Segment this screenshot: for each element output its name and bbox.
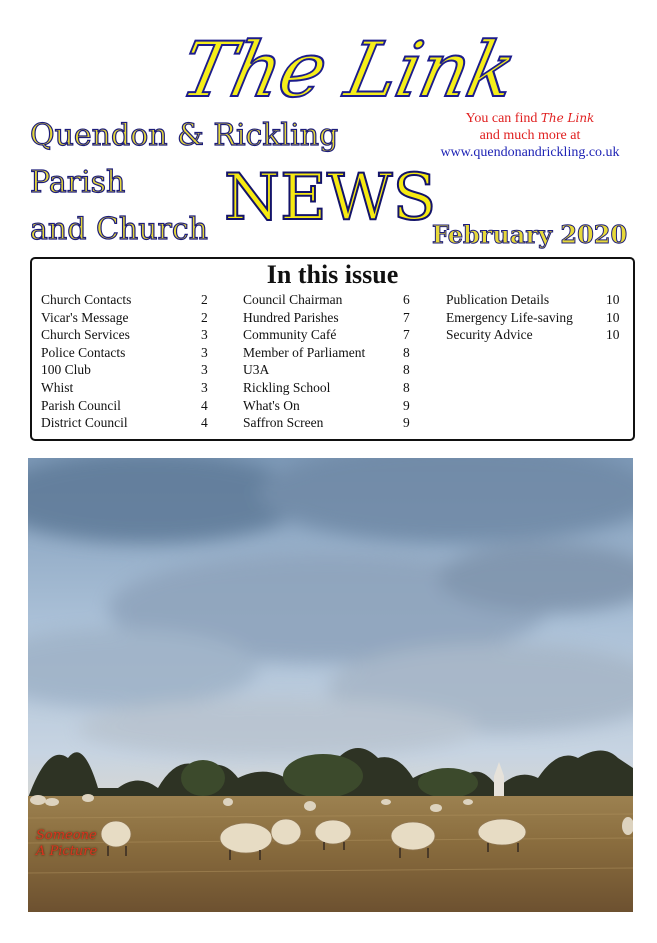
toc-title: 100 Club bbox=[41, 362, 91, 378]
toc-title: Vicar's Message bbox=[41, 309, 129, 325]
toc-page: 6 bbox=[403, 292, 410, 307]
toc-entry[interactable] bbox=[41, 361, 211, 379]
promo-brand: The Link bbox=[540, 111, 595, 125]
toc-entry[interactable] bbox=[41, 291, 211, 309]
toc-title: Church Contacts bbox=[41, 292, 132, 307]
cover-photo bbox=[28, 458, 633, 912]
issue-date: February 2020 bbox=[432, 220, 628, 249]
toc-entry[interactable] bbox=[243, 361, 418, 379]
toc-entry[interactable] bbox=[446, 291, 626, 309]
toc-page: 10 bbox=[606, 327, 620, 343]
toc-title: U3A bbox=[243, 362, 270, 378]
toc-page: 9 bbox=[403, 415, 410, 431]
promo-line-1 bbox=[425, 110, 635, 127]
promo-prefix: You can find bbox=[465, 111, 541, 126]
toc-title: Whist bbox=[41, 379, 74, 395]
toc-title: Emergency Life-saving bbox=[446, 309, 573, 325]
toc-entry[interactable] bbox=[41, 309, 211, 327]
toc-page: 9 bbox=[403, 397, 410, 413]
toc-page: 3 bbox=[201, 362, 208, 378]
toc-entry[interactable] bbox=[41, 326, 211, 344]
toc-page: 10 bbox=[606, 309, 620, 325]
toc-page: 8 bbox=[403, 362, 410, 378]
toc-entry[interactable] bbox=[243, 414, 418, 432]
toc-title: Member of Parliament bbox=[243, 344, 366, 360]
subtitle-line-3: and Church bbox=[30, 212, 209, 247]
toc-entry[interactable] bbox=[41, 414, 211, 432]
toc-page: 7 bbox=[403, 327, 410, 343]
toc-entry[interactable] bbox=[41, 379, 211, 397]
toc-entry[interactable] bbox=[243, 344, 418, 362]
contents-box bbox=[30, 257, 635, 441]
toc-title: Community Café bbox=[243, 327, 337, 343]
website-promo bbox=[425, 110, 635, 161]
toc-title: Saffron Screen bbox=[243, 415, 324, 431]
photo-credit bbox=[36, 828, 97, 860]
toc-page: 2 bbox=[201, 292, 208, 307]
toc-page: 7 bbox=[403, 309, 410, 325]
contents-heading: In this issue bbox=[266, 260, 399, 289]
news-heading: NEWS bbox=[224, 161, 437, 235]
toc-title: District Council bbox=[41, 415, 128, 431]
toc-page: 8 bbox=[403, 379, 410, 395]
toc-entry[interactable] bbox=[446, 309, 626, 327]
toc-page: 4 bbox=[201, 415, 208, 431]
promo-line-2: and much more at bbox=[479, 128, 581, 143]
toc-title: Rickling School bbox=[243, 379, 331, 395]
toc-title: Council Chairman bbox=[243, 292, 343, 307]
toc-page: 3 bbox=[201, 344, 208, 360]
toc-entry[interactable] bbox=[41, 397, 211, 415]
masthead-title: The Link bbox=[173, 25, 524, 114]
toc-page: 10 bbox=[606, 292, 620, 307]
toc-entry[interactable] bbox=[243, 379, 418, 397]
subtitle-line-2: Parish bbox=[30, 165, 126, 200]
toc-page: 4 bbox=[201, 397, 208, 413]
toc-entry[interactable] bbox=[243, 397, 418, 415]
toc-entry[interactable] bbox=[446, 326, 626, 344]
toc-title: Church Services bbox=[41, 327, 130, 343]
toc-page: 3 bbox=[201, 379, 208, 395]
toc-page: 3 bbox=[201, 327, 208, 343]
contents-column-2 bbox=[243, 291, 418, 432]
toc-title: Publication Details bbox=[446, 292, 550, 307]
toc-title: Security Advice bbox=[446, 327, 533, 343]
toc-entry[interactable] bbox=[243, 326, 418, 344]
cover-photo-image bbox=[28, 458, 633, 912]
toc-title: Police Contacts bbox=[41, 344, 126, 360]
photo-credit-line-2: A Picture bbox=[36, 844, 98, 859]
toc-title: Hundred Parishes bbox=[243, 309, 339, 325]
website-link[interactable]: www.quendonandrickling.co.uk bbox=[440, 145, 620, 160]
contents-column-1 bbox=[41, 291, 211, 432]
toc-title: What's On bbox=[243, 397, 300, 413]
toc-page: 8 bbox=[403, 344, 410, 360]
toc-page: 2 bbox=[201, 309, 208, 325]
subtitle-line-1: Quendon & Rickling bbox=[30, 118, 339, 153]
toc-title: Parish Council bbox=[41, 397, 121, 413]
toc-entry[interactable] bbox=[243, 309, 418, 327]
photo-credit-line-1: Someone bbox=[36, 828, 97, 843]
toc-entry[interactable] bbox=[41, 344, 211, 362]
toc-entry[interactable] bbox=[243, 291, 418, 309]
contents-column-3 bbox=[446, 291, 626, 344]
